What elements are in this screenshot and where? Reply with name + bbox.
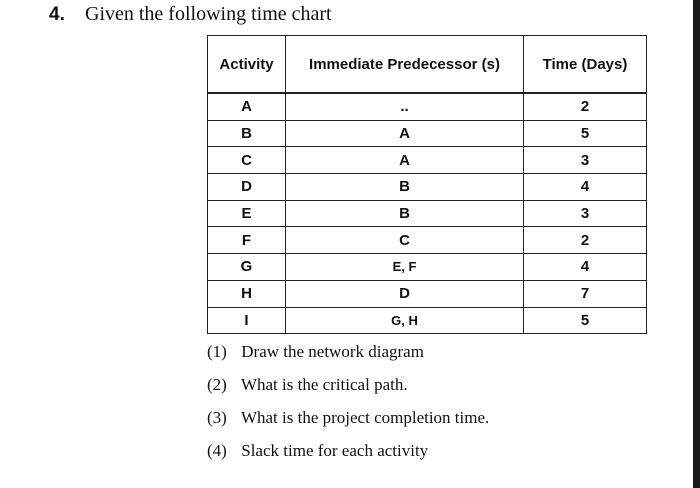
time-cell: 5 — [524, 307, 647, 334]
time-cell: 4 — [524, 174, 647, 201]
predecessor-cell: G, H — [286, 307, 524, 334]
time-cell: 2 — [524, 93, 647, 120]
predecessor-cell: D — [286, 280, 524, 307]
predecessor-cell: B — [286, 174, 524, 201]
time-cell: 7 — [524, 280, 647, 307]
time-cell: 5 — [524, 120, 647, 147]
task-number: (4) — [207, 441, 227, 460]
activity-cell: F — [208, 227, 286, 254]
activity-cell: H — [208, 280, 286, 307]
activity-cell: G — [208, 254, 286, 281]
header-time: Time (Days) — [524, 36, 647, 94]
task-text: What is the critical path. — [240, 375, 408, 394]
table-row — [208, 254, 647, 281]
activity-cell: C — [208, 147, 286, 174]
activity-cell: B — [208, 120, 286, 147]
task-text: Draw the network diagram — [241, 342, 424, 361]
task-list — [207, 339, 489, 471]
question-number: 4. — [49, 4, 65, 25]
activity-cell: I — [208, 307, 286, 334]
task-item — [207, 405, 489, 438]
time-cell: 3 — [524, 147, 647, 174]
table-row — [208, 93, 647, 120]
window-edge — [693, 0, 700, 488]
table-row — [208, 200, 647, 227]
task-item — [207, 372, 489, 405]
time-cell: 4 — [524, 254, 647, 281]
table-row — [208, 280, 647, 307]
predecessor-cell: A — [286, 147, 524, 174]
predecessor-cell: .. — [286, 93, 524, 120]
time-cell: 3 — [524, 200, 647, 227]
time-chart-table — [207, 35, 647, 334]
activity-cell: A — [208, 93, 286, 120]
task-text: Slack time for each activity — [241, 441, 429, 460]
table-row — [208, 227, 647, 254]
predecessor-cell: E, F — [286, 254, 524, 281]
table-row — [208, 174, 647, 201]
header-predecessor: Immediate Predecessor (s) — [286, 36, 524, 94]
activity-cell: E — [208, 200, 286, 227]
predecessor-cell: B — [286, 200, 524, 227]
task-text: What is the project completion time. — [240, 408, 490, 427]
table-row — [208, 147, 647, 174]
question-title: Given the following time chart — [85, 3, 332, 25]
header-activity: Activity — [208, 36, 286, 94]
table-row — [208, 120, 647, 147]
task-number: (2) — [207, 375, 227, 394]
question-header — [49, 3, 332, 25]
task-item — [207, 438, 489, 471]
predecessor-cell: C — [286, 227, 524, 254]
task-number: (3) — [207, 408, 227, 427]
task-item — [207, 339, 489, 372]
table-header-row — [208, 36, 647, 94]
task-number: (1) — [207, 342, 227, 361]
table-row — [208, 307, 647, 334]
predecessor-cell: A — [286, 120, 524, 147]
time-cell: 2 — [524, 227, 647, 254]
activity-cell: D — [208, 174, 286, 201]
